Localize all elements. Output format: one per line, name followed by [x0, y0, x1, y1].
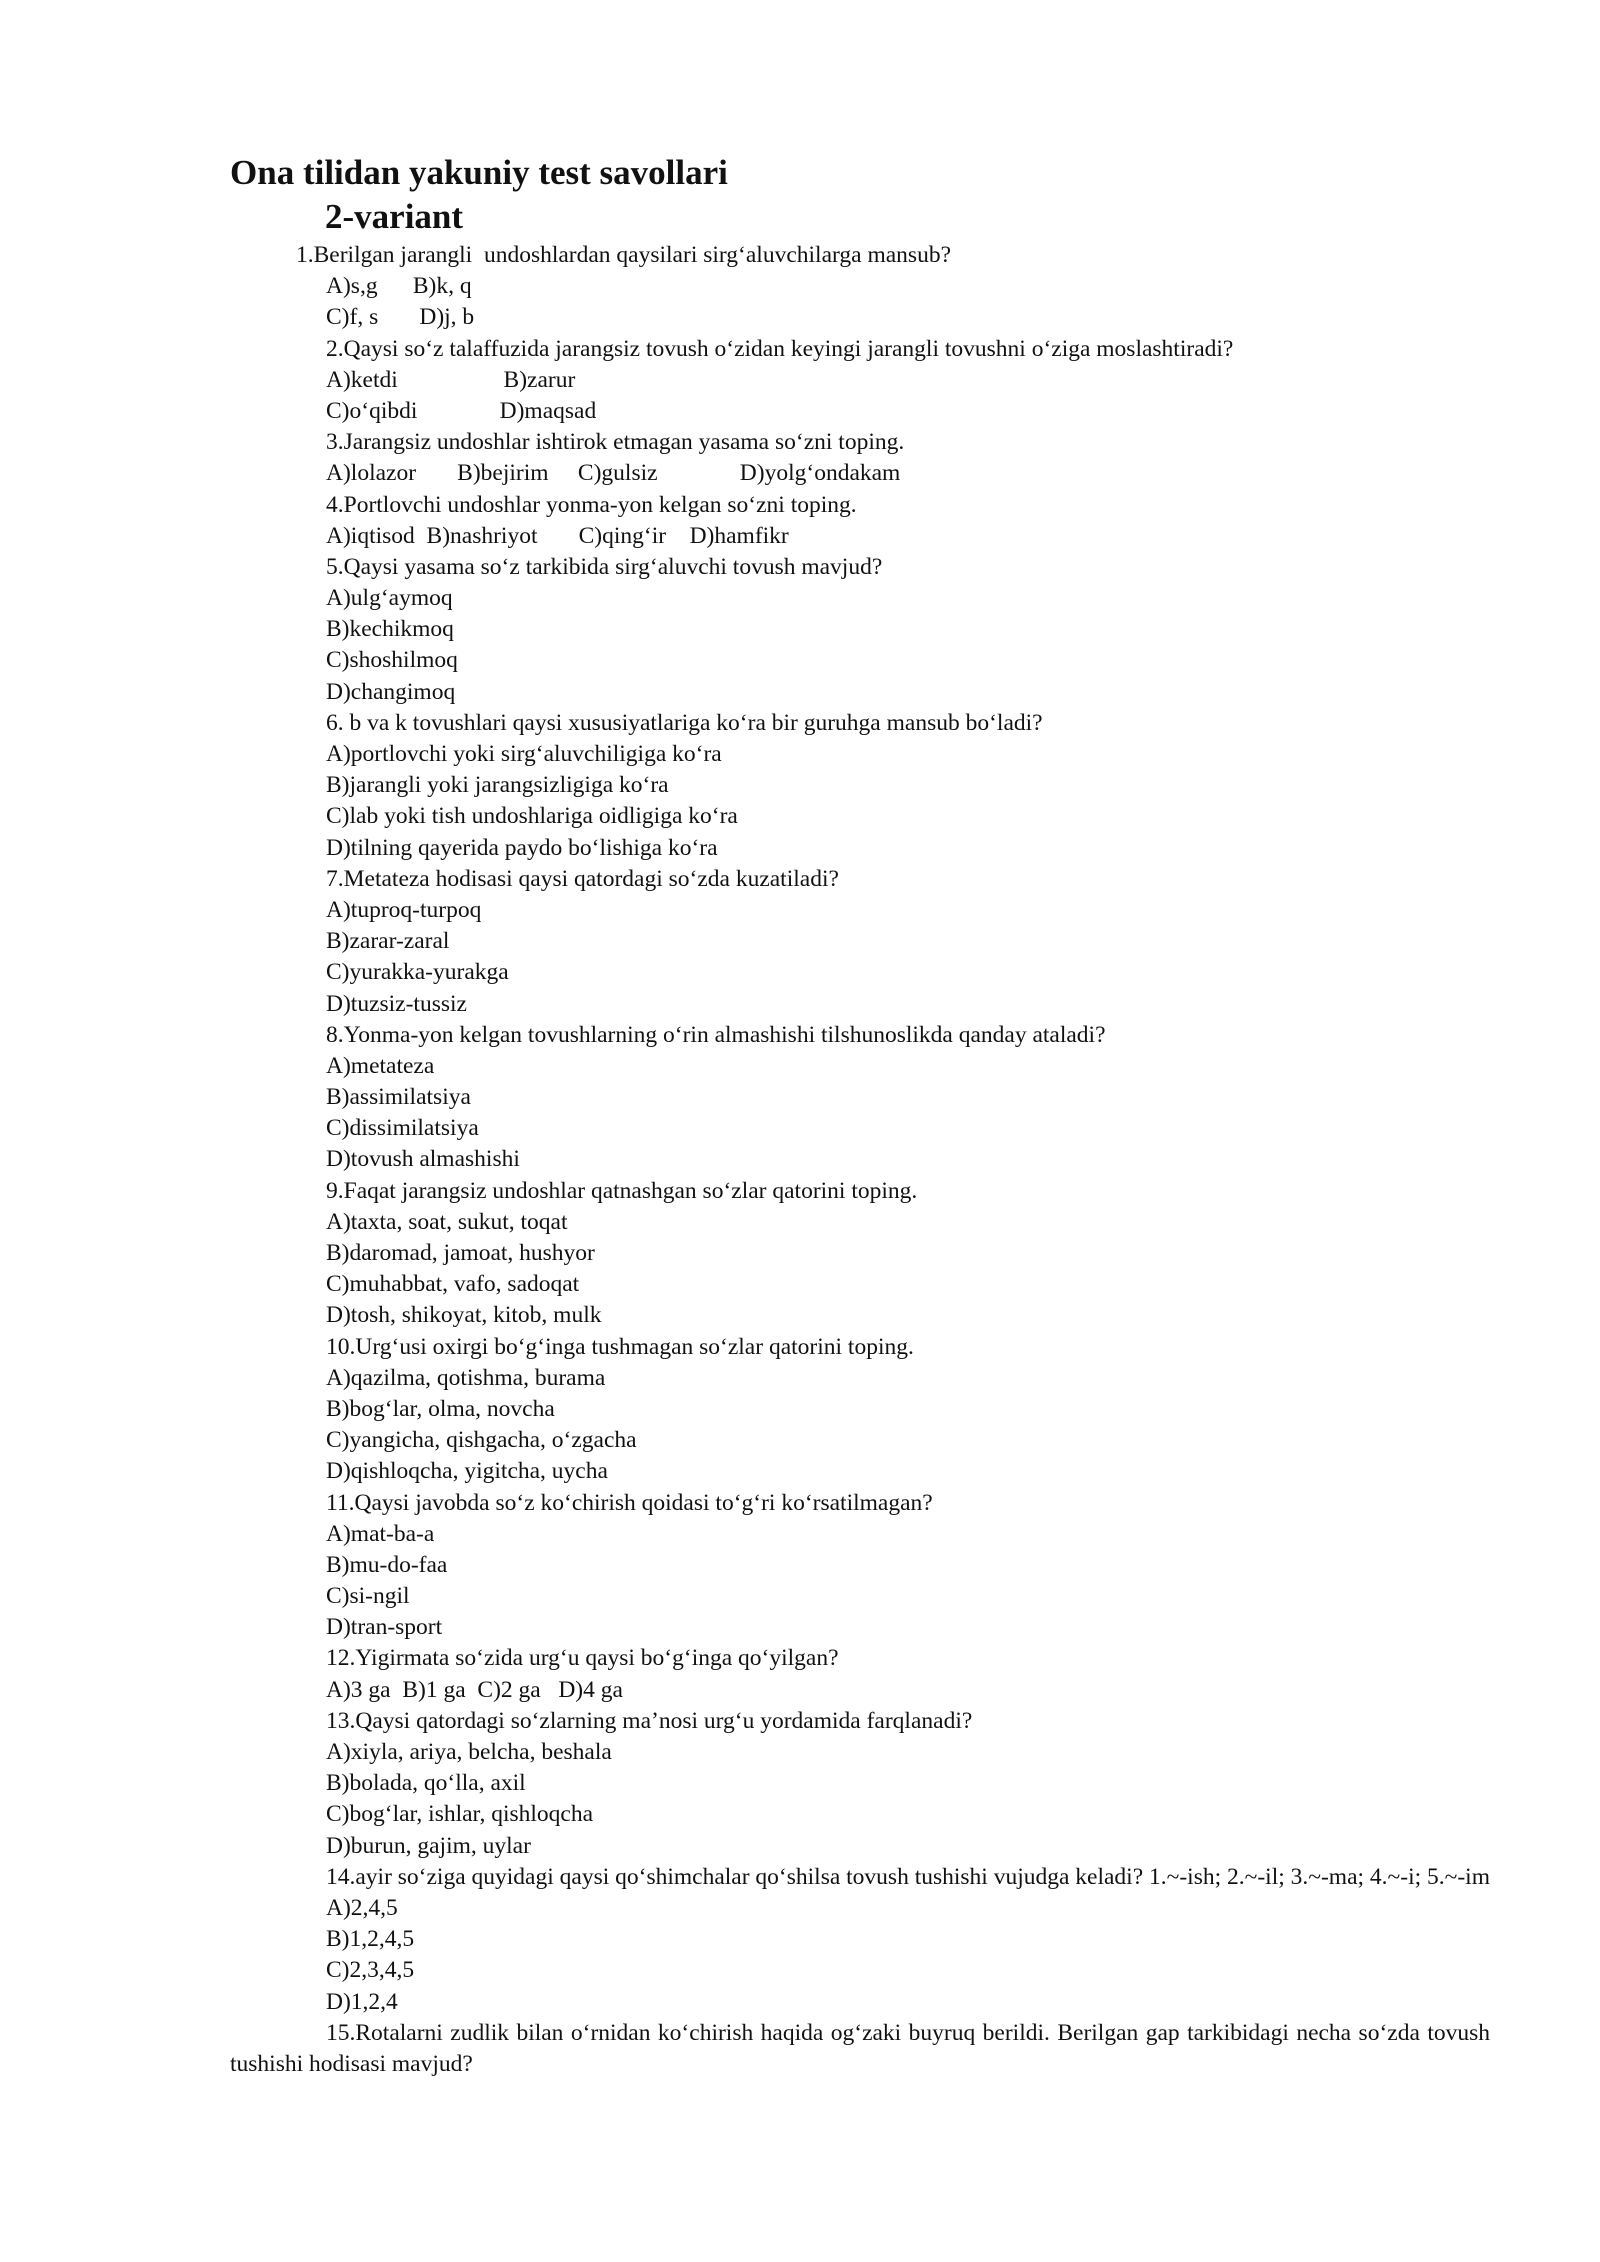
question-14-option-b: B)1,2,4,5	[326, 1926, 415, 1953]
question-7: 7.Metateza hodisasi qaysi qatordagi so‘zda kuzatiladi?	[326, 865, 839, 892]
question-9-option-a: A)taxta, soat, sukut, toqat	[326, 1208, 568, 1235]
question-13-option-a: A)xiyla, ariya, belcha, beshala	[326, 1739, 612, 1765]
question-14-option-a: A)2,4,5	[326, 1894, 398, 1921]
question-7-option-d: D)tuzsiz-tussiz	[326, 990, 467, 1017]
question-8-option-d: D)tovush almashishi	[326, 1146, 520, 1173]
question-13-option-d: D)burun, gajim, uylar	[326, 1832, 531, 1859]
question-13-option-c: C)bog‘lar, ishlar, qishloqcha	[326, 1801, 594, 1828]
question-7-option-a: A)tuproq-turpoq	[326, 896, 482, 923]
question-15: 15.Rotalarni zudlik bilan o‘rnidan ko‘chirish haqida og‘zaki buyruq berildi. Berilgan gap tarkibidagi necha so‘zda tovush tushishi hodisasi mavjud?	[230, 2019, 1490, 2077]
question-11-option-a: A)mat-ba-a	[326, 1520, 435, 1547]
question-5: 5.Qaysi yasama so‘z tarkibida sirg‘aluvchi tovush mavjud?	[326, 553, 883, 580]
question-9-option-b: B)daromad, jamoat, hushyor	[326, 1240, 595, 1266]
question-4: 4.Portlovchi undoshlar yonma-yon kelgan so‘zni toping.	[326, 491, 857, 518]
question-3: 3.Jarangsiz undoshlar ishtirok etmagan yasama so‘zni toping.	[326, 429, 905, 456]
question-3-options: A)lolazor B)bejirim C)gulsiz D)yolg‘ondakam	[326, 460, 901, 487]
question-5-option-b: B)kechikmoq	[326, 616, 454, 643]
question-6: 6. b va k tovushlari qaysi xususiyatlariga ko‘ra bir guruhga mansub bo‘ladi?	[326, 709, 1043, 736]
question-6-option-a: A)portlovchi yoki sirg‘aluvchiligiga ko‘ra	[326, 741, 722, 767]
question-7-option-c: C)yurakka-yurakga	[326, 959, 509, 986]
question-8: 8.Yonma-yon kelgan tovushlarning o‘rin almashishi tilshunoslikda qanday ataladi?	[326, 1021, 1106, 1048]
question-13: 13.Qaysi qatordagi so‘zlarning ma’nosi urg‘u yordamida farqlanadi?	[326, 1707, 973, 1734]
question-11: 11.Qaysi javobda so‘z ko‘chirish qoidasi to‘g‘ri ko‘rsatilmagan?	[326, 1489, 933, 1516]
question-11-option-c: C)si-ngil	[326, 1583, 410, 1610]
question-6-option-d: D)tilning qayerida paydo bo‘lishiga ko‘ra	[326, 834, 718, 861]
question-13-option-b: B)bolada, qo‘lla, axil	[326, 1770, 526, 1797]
document-title: Ona tilidan yakuniy test savollari	[230, 153, 728, 192]
question-9: 9.Faqat jarangsiz undoshlar qatnashgan so‘zlar qatorini toping.	[326, 1177, 918, 1204]
question-14: 14.ayir so‘ziga quyidagi qaysi qo‘shimchalar qo‘shilsa tovush tushishi vujudga keladi? 1.~-ish; 2.~-il; 3.~-ma; 4.~-i; 5.~-im	[326, 1863, 1490, 1890]
question-7-option-b: B)zarar-zaral	[326, 928, 450, 955]
question-1-options-row-1: A)s,g B)k, q	[326, 273, 472, 300]
question-5-option-c: C)shoshilmoq	[326, 647, 458, 674]
test-questions	[230, 240, 1490, 2080]
question-14-option-c: C)2,3,4,5	[326, 1957, 415, 1984]
variant-subtitle: 2-variant	[325, 197, 464, 236]
question-10-option-c: C)yangicha, qishgacha, o‘zgacha	[326, 1427, 637, 1454]
question-8-option-b: B)assimilatsiya	[326, 1084, 471, 1111]
question-6-option-b: B)jarangli yoki jarangsizligiga ko‘ra	[326, 772, 669, 799]
question-10-option-d: D)qishloqcha, yigitcha, uycha	[326, 1458, 608, 1485]
question-10: 10.Urg‘usi oxirgi bo‘g‘inga tushmagan so‘zlar qatorini toping.	[326, 1333, 914, 1360]
question-14-option-d: D)1,2,4	[326, 1988, 398, 2015]
question-10-option-b: B)bog‘lar, olma, novcha	[326, 1395, 555, 1422]
question-1: 1.Berilgan jarangli undoshlardan qaysilari sirg‘aluvchilarga mansub?	[296, 242, 951, 268]
question-12: 12.Yigirmata so‘zida urg‘u qaysi bo‘g‘inga qo‘yilgan?	[326, 1645, 839, 1672]
question-2: 2.Qaysi so‘z talaffuzida jarangsiz tovush o‘zidan keyingi jarangli tovushni o‘ziga moslashtiradi?	[326, 335, 1234, 362]
question-5-option-a: A)ulg‘aymoq	[326, 585, 453, 612]
question-11-option-b: B)mu-do-faa	[326, 1551, 448, 1578]
question-9-option-c: C)muhabbat, vafo, sadoqat	[326, 1271, 580, 1298]
question-5-option-d: D)changimoq	[326, 678, 456, 705]
question-8-option-a: A)metateza	[326, 1052, 435, 1079]
question-1-options-row-2: C)f, s D)j, b	[326, 304, 475, 331]
question-2-options-row-2: C)o‘qibdi D)maqsad	[326, 397, 597, 424]
question-10-option-a: A)qazilma, qotishma, burama	[326, 1364, 606, 1391]
question-2-options-row-1: A)ketdi B)zarur	[326, 366, 576, 393]
question-4-options: A)iqtisod B)nashriyot C)qing‘ir D)hamfikr	[326, 522, 789, 549]
question-8-option-c: C)dissimilatsiya	[326, 1115, 479, 1142]
question-6-option-c: C)lab yoki tish undoshlariga oidligiga ko‘ra	[326, 803, 738, 830]
question-11-option-d: D)tran-sport	[326, 1614, 443, 1641]
question-12-options: A)3 ga B)1 ga C)2 ga D)4 ga	[326, 1676, 623, 1703]
question-9-option-d: D)tosh, shikoyat, kitob, mulk	[326, 1302, 602, 1329]
